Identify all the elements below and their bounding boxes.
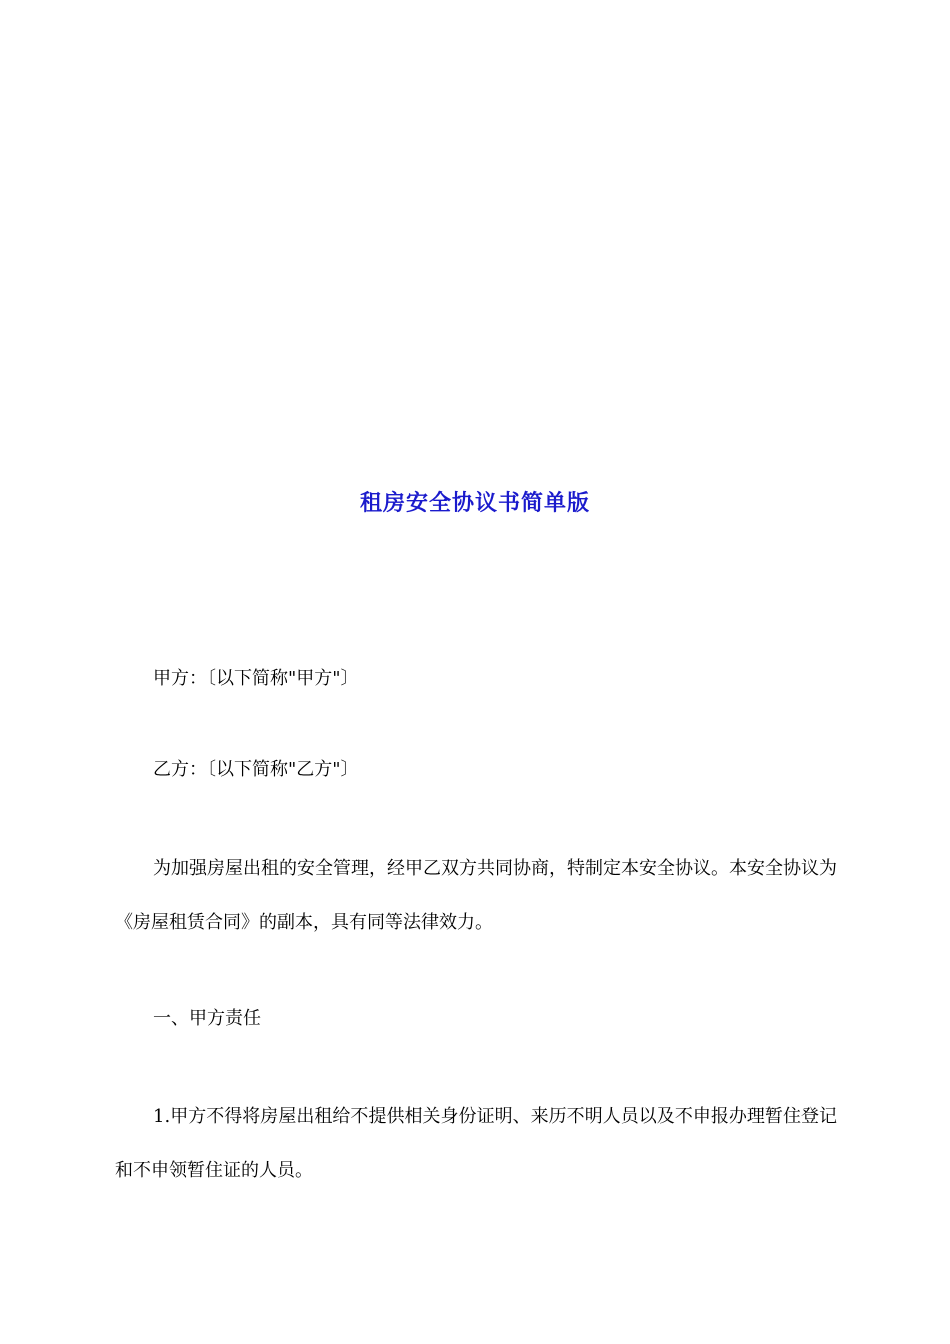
preamble-paragraph: 为加强房屋出租的安全管理，经甲乙双方共同协商，特制定本安全协议。本安全协议为《房屋租赁合同》的副本，具有同等法律效力。 <box>115 858 837 933</box>
party-b-line: 乙方：〔以下简称"乙方"〕 <box>153 759 359 780</box>
section-heading: 一、甲方责任 <box>153 1008 261 1029</box>
clause-paragraph: 1.甲方不得将房屋出租给不提供相关身份证明、来历不明人员以及不申报办理暂住登记和不申领暂住证的人员。 <box>115 1106 837 1181</box>
party-a-line: 甲方：〔以下简称"甲方"〕 <box>153 668 359 689</box>
document-title: 租房安全协议书简单版 <box>359 490 590 516</box>
